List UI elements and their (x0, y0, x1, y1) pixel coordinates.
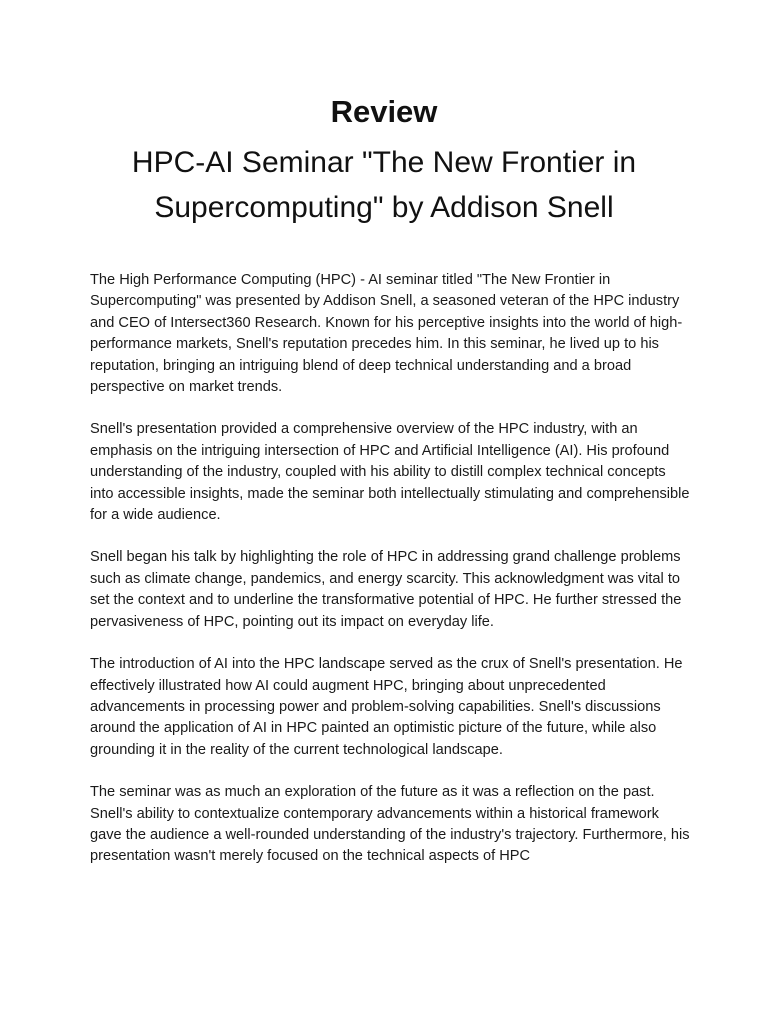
paragraph: The seminar was as much an exploration of the future as it was a reflection on the past. Snell's ability to contextualize contemporary advancements within a historical framework gave the audience a well-rounded understanding of the industry's trajectory. Furthermore, his presentation wasn't merely focused on the technical aspects of HPC (90, 784, 690, 865)
paragraph: The introduction of AI into the HPC landscape served as the crux of Snell's presentation. He effectively illustrated how AI could augment HPC, bringing about unprecedented advancements in processing power and problem-solving capabilities. Snell's discussions around the application of AI in HPC painted an optimistic picture of the future, while also grounding it in the reality of the current technological landscape. (90, 656, 683, 758)
paragraph: Snell's presentation provided a comprehensive overview of the HPC industry, with an emphasis on the intriguing intersection of HPC and Artificial Intelligence (AI). His profound understanding of the industry, coupled with his ability to distill complex technical concepts into accessible insights, made the seminar both intellectually stimulating and comprehensible for a wide audience. (90, 421, 690, 524)
document-title: Review (330, 94, 438, 129)
document-subtitle: HPC-AI Seminar "The New Frontier in Supercomputing" by Addison Snell (131, 146, 637, 224)
document-body (90, 270, 690, 889)
paragraph: Snell began his talk by highlighting the role of HPC in addressing grand challenge problems such as climate change, pandemics, and energy scarcity. This acknowledgment was vital to set the context and to underline the transformative potential of HPC. He further stressed the pervasiveness of HPC, pointing out its impact on everyday life. (90, 549, 682, 630)
paragraph: The High Performance Computing (HPC) - AI seminar titled "The New Frontier in Supercomputing" was presented by Addison Snell, a seasoned veteran of the HPC industry and CEO of Intersect360 Research. Known for his perceptive insights into the world of high-performance markets, Snell's reputation precedes him. In this seminar, he lived up to his reputation, bringing an intriguing blend of deep technical understanding and a broad perspective on market trends. (90, 272, 683, 396)
